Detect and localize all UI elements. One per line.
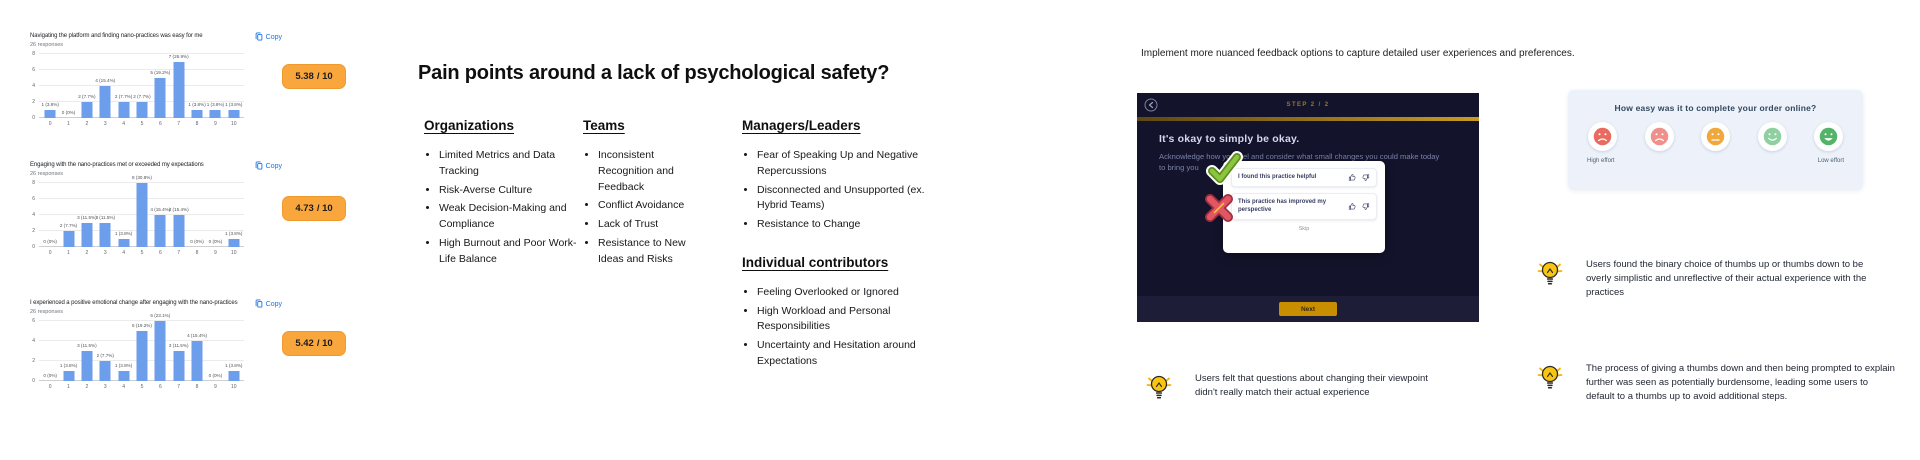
pain-point-item: • Resistance to New Ideas and Risks <box>598 236 701 268</box>
note-text: The process of giving a thumbs down and then being prompted to explain further was seen as potentially burdensome, leading some users to default to a thumbs up to avoid additional steps. <box>1586 363 1895 402</box>
next-button[interactable]: Next <box>1279 302 1337 316</box>
thumb-down-icon[interactable] <box>1361 173 1370 182</box>
thumb-up-icon[interactable] <box>1348 173 1357 182</box>
pain-points-title: Pain points around a lack of psychological safety? <box>418 62 890 84</box>
pain-point-list <box>598 148 701 267</box>
survey-question: How easy was it to complete your order online? <box>1614 103 1817 113</box>
bar-slot-8: 0 (0%) 8 <box>190 239 204 256</box>
thumb-up-icon[interactable] <box>1348 202 1357 211</box>
bar-slot-0: 1 (3.8%) 0 <box>41 102 59 127</box>
score-badge <box>282 331 346 356</box>
column-organizations <box>424 118 586 270</box>
bar-slot-4: 2 (7.7%) 4 <box>114 94 133 127</box>
bar-slot-0: 0 (0%) 0 <box>43 373 57 390</box>
bar-slot-9: 1 (3.8%) 9 <box>206 102 225 127</box>
skip-link[interactable]: Skip <box>1298 225 1310 232</box>
score-badge <box>282 64 346 89</box>
column-heading: Managers/Leaders <box>742 118 861 133</box>
bar-slot-6: 4 (15.4%) 6 <box>150 207 171 256</box>
bar-slot-10: 1 (3.8%) 10 <box>225 363 243 390</box>
score-suffix: / 10 <box>316 71 333 82</box>
bar-slot-2: 3 (11.5%) 2 <box>77 343 97 390</box>
pain-point-item: • Disconnected and Unsupported (ex. Hybrid Teams) <box>757 183 954 215</box>
insight-caption: Implement more nuanced feedback options to capture detailed user experiences and preferences. <box>1141 48 1575 59</box>
app-footer-bar <box>1137 296 1479 322</box>
responses-count: 26 responses <box>30 171 64 177</box>
cross-sticker <box>1201 190 1237 226</box>
copy-button[interactable] <box>255 161 282 172</box>
bar-slot-7: 3 (11.5%) 7 <box>168 343 189 390</box>
bar-chart: 0 2 4 6 0 (0%) 0 1 (3.8%) 1 3 (11.5%) 2 2 (7.7%) 3 1 (3.8%) 4 5 (19.2%) 5 6 (23.1%) 6 3 (11.5%) 7 4 (15.4%) 8 0 (0%) 9 1 (3.8%) 10 <box>32 313 243 390</box>
thumb-down-icon[interactable] <box>1361 202 1370 211</box>
bar-slot-1: 2 (7.7%) 1 <box>59 223 78 256</box>
bar-slot-8: 4 (15.4%) 8 <box>187 333 208 390</box>
pain-point-item: • High Workload and Personal Responsibilities <box>757 304 954 336</box>
bar-slot-5: 8 (30.8%) 5 <box>132 175 152 256</box>
bar-slot-4: 1 (3.8%) 4 <box>114 363 133 390</box>
survey-result-card-3 <box>24 300 346 393</box>
bar-slot-9: 0 (0%) 9 <box>208 239 223 256</box>
column-heading: Organizations <box>424 118 515 133</box>
bar-slot-6: 5 (19.2%) 6 <box>150 70 171 127</box>
app-screenshot <box>1137 93 1479 322</box>
very-unhappy-face[interactable] <box>1588 122 1617 151</box>
survey-result-card-2 <box>24 162 346 259</box>
bar-slot-2: 3 (11.5%) 2 <box>77 215 97 256</box>
score-value: 5.38 <box>295 71 314 82</box>
back-button[interactable] <box>1144 98 1158 112</box>
high-effort-label: High effort <box>1587 158 1615 164</box>
feedback-option-label: I found this practice helpful <box>1238 174 1317 181</box>
happy-face[interactable] <box>1758 122 1787 151</box>
bar-slot-5: 5 (19.2%) 5 <box>132 323 152 390</box>
bar-slot-4: 1 (3.8%) 4 <box>114 231 133 256</box>
lightbulb-icon <box>1146 372 1172 402</box>
pain-point-item: • Risk-Averse Culture <box>439 183 586 199</box>
bar-slot-10: 1 (3.8%) 10 <box>225 231 243 256</box>
copy-label: Copy <box>265 34 282 41</box>
column-heading: Teams <box>583 118 625 133</box>
responses-count: 26 responses <box>30 42 64 48</box>
insight-note <box>1146 372 1440 402</box>
feedback-option-label: This practice has improved my perspective <box>1238 199 1327 214</box>
practice-heading: It's okay to simply be okay. <box>1159 133 1300 145</box>
unhappy-face[interactable] <box>1645 122 1674 151</box>
chart-title: Engaging with the nano-practices met or exceeded my expectations <box>30 162 204 168</box>
bar-slot-0: 0 (0%) 0 <box>43 239 57 256</box>
progress-bar <box>1137 117 1479 121</box>
bar-slot-9: 0 (0%) 9 <box>208 373 223 390</box>
emoji-scale <box>1568 122 1863 151</box>
score-badge <box>282 196 346 221</box>
bar-slot-10: 1 (3.8%) 10 <box>225 102 243 127</box>
pain-point-item: • Lack of Trust <box>598 217 701 233</box>
bar-slot-2: 2 (7.7%) 2 <box>78 94 96 127</box>
survey-mockup-card <box>1568 90 1863 190</box>
chart-title: Navigating the platform and finding nano-practices was easy for me <box>30 33 203 39</box>
feedback-option-row[interactable] <box>1231 168 1377 187</box>
copy-label: Copy <box>265 301 282 308</box>
pain-point-item: • Weak Decision-Making and Compliance <box>439 201 586 233</box>
bar-chart: 0 2 4 6 8 1 (3.8%) 0 0 (0%) 1 2 (7.7%) 2 4 (15.4%) 3 2 (7.7%) 4 2 (7.7%) 5 5 (19.2%) 6 7 (26.9%) 7 1 (3.8%) 8 1 (3.8%) 9 1 (3.8%) 10 <box>32 51 243 127</box>
low-effort-label: Low effort <box>1817 158 1844 164</box>
bar-slot-1: 0 (0%) 1 <box>61 110 76 127</box>
pain-point-item: • Feeling Overlooked or Ignored <box>757 285 954 301</box>
bar-slot-5: 2 (7.7%) 5 <box>133 94 151 127</box>
note-text: Users felt that questions about changing their viewpoint didn't really match their actual experience <box>1195 373 1428 398</box>
insight-note <box>1537 362 1896 403</box>
responses-count: 26 responses <box>30 309 64 315</box>
pain-point-list <box>757 148 954 233</box>
pain-point-item: • Uncertainty and Hesitation around Expectations <box>757 338 954 370</box>
pain-point-list <box>439 148 586 267</box>
bar-chart: 0 2 4 6 8 0 (0%) 0 2 (7.7%) 1 3 (11.5%) 2 3 (11.5%) 3 1 (3.8%) 4 8 (30.8%) 5 4 (15.4%) 6 4 (15.4%) 7 0 (0%) 8 0 (0%) 9 1 (3.8%) 10 <box>32 175 243 256</box>
bar-slot-1: 1 (3.8%) 1 <box>59 363 78 390</box>
bar-slot-3: 2 (7.7%) 3 <box>96 353 114 390</box>
neutral-face[interactable] <box>1701 122 1730 151</box>
score-value: 5.42 <box>295 338 314 349</box>
column-managers-leaders <box>742 118 954 373</box>
bar-slot-3: 4 (15.4%) 3 <box>95 78 116 127</box>
app-top-bar <box>1137 93 1479 117</box>
step-indicator: STEP 2 / 2 <box>1286 102 1330 108</box>
note-text: Users found the binary choice of thumbs up or thumbs down to be overly simplistic and unreflective of their actual experience with the practices <box>1586 259 1867 298</box>
practice-description: Acknowledge how you feel and consider what small changes you could make today to bring you <box>1159 152 1440 173</box>
pain-point-item: • High Burnout and Poor Work-Life Balance <box>439 236 586 268</box>
feedback-card <box>1223 161 1385 253</box>
bar-slot-7: 7 (26.9%) 7 <box>168 54 189 127</box>
survey-result-card-1 <box>24 33 346 130</box>
pain-point-item: • Conflict Avoidance <box>598 198 701 214</box>
heading-individual-contributors: Individual contributors <box>742 254 889 270</box>
very-happy-face[interactable] <box>1814 122 1843 151</box>
chart-title: I experienced a positive emotional change after engaging with the nano-practices <box>30 300 238 306</box>
pain-point-item: • Limited Metrics and Data Tracking <box>439 148 586 180</box>
score-suffix: / 10 <box>316 338 333 349</box>
pain-point-item: • Resistance to Change <box>757 217 954 233</box>
copy-icon <box>255 299 263 310</box>
pain-point-item: • Inconsistent Recognition and Feedback <box>598 148 701 195</box>
copy-button[interactable] <box>255 32 282 43</box>
insight-note <box>1537 258 1881 299</box>
lightbulb-icon <box>1537 362 1563 392</box>
pain-point-list <box>757 285 954 370</box>
check-sticker <box>1203 148 1243 188</box>
bar-slot-8: 1 (3.8%) 8 <box>188 102 206 127</box>
bar-slot-3: 3 (11.5%) 3 <box>95 215 116 256</box>
lightbulb-icon <box>1537 258 1563 288</box>
bar-slot-6: 6 (23.1%) 6 <box>150 313 171 390</box>
score-suffix: / 10 <box>316 203 333 214</box>
copy-icon <box>255 161 263 172</box>
feedback-option-row[interactable] <box>1231 193 1377 220</box>
score-value: 4.73 <box>295 203 314 214</box>
column-teams <box>583 118 701 270</box>
pain-point-item: • Fear of Speaking Up and Negative Repercussions <box>757 148 954 180</box>
copy-button[interactable] <box>255 299 282 310</box>
bar-slot-7: 4 (15.4%) 7 <box>168 207 189 256</box>
copy-icon <box>255 32 263 43</box>
copy-label: Copy <box>265 163 282 170</box>
